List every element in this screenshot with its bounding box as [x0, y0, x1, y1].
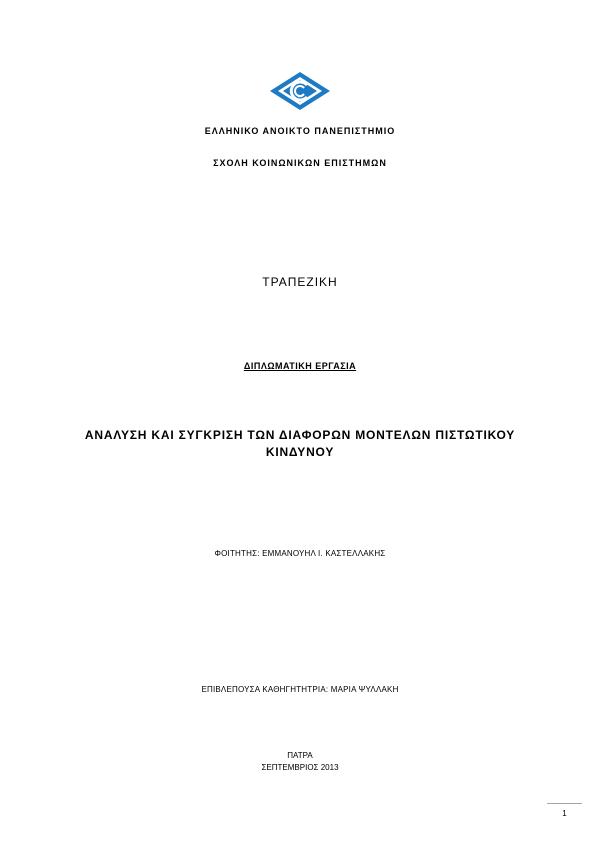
program-name: ΤΡΑΠΕΖΙΚΗ [262, 275, 338, 289]
footer-rule [547, 803, 582, 804]
university-logo-icon [269, 71, 331, 111]
page-number: 1 [562, 809, 567, 818]
supervisor-name: ΕΠΙΒΛΕΠΟΥΣΑ ΚΑΘΗΓΗΤΗΤΡΙΑ: ΜΑΡΙΑ ΨΥΛΛΑΚΗ [201, 685, 399, 694]
student-name: ΦΟΙΤΗΤΗΣ: ΕΜΜΑΝΟΥΗΛ Ι. ΚΑΣΤΕΛΛΑΚΗΣ [214, 549, 386, 558]
thesis-title [60, 427, 540, 461]
place: ΠΑΤΡΑ [287, 751, 313, 760]
thesis-type-label: ΔΙΠΛΩΜΑΤΙΚΗ ΕΡΓΑΣΙΑ [243, 361, 357, 371]
thesis-title-line-2: ΚΙΝΔΥΝΟΥ [265, 445, 335, 459]
thesis-type [0, 361, 600, 371]
thesis-title-line-1: ΑΝΑΛΥΣΗ ΚΑΙ ΣΥΓΚΡΙΣΗ ΤΩΝ ΔΙΑΦΟΡΩΝ ΜΟΝΤΕΛΩΝ ΠΙΣΤΩΤΙΚΟΥ [84, 428, 516, 442]
date: ΣΕΠΤΕΜΒΡΙΟΣ 2013 [261, 763, 339, 772]
school-name: ΣΧΟΛΗ ΚΟΙΝΩΝΙΚΩΝ ΕΠΙΣΤΗΜΩΝ [213, 158, 387, 168]
institution-name: ΕΛΛΗΝΙΚΟ ΑΝΟΙΚΤΟ ΠΑΝΕΠΙΣΤΗΜΙΟ [204, 126, 396, 136]
